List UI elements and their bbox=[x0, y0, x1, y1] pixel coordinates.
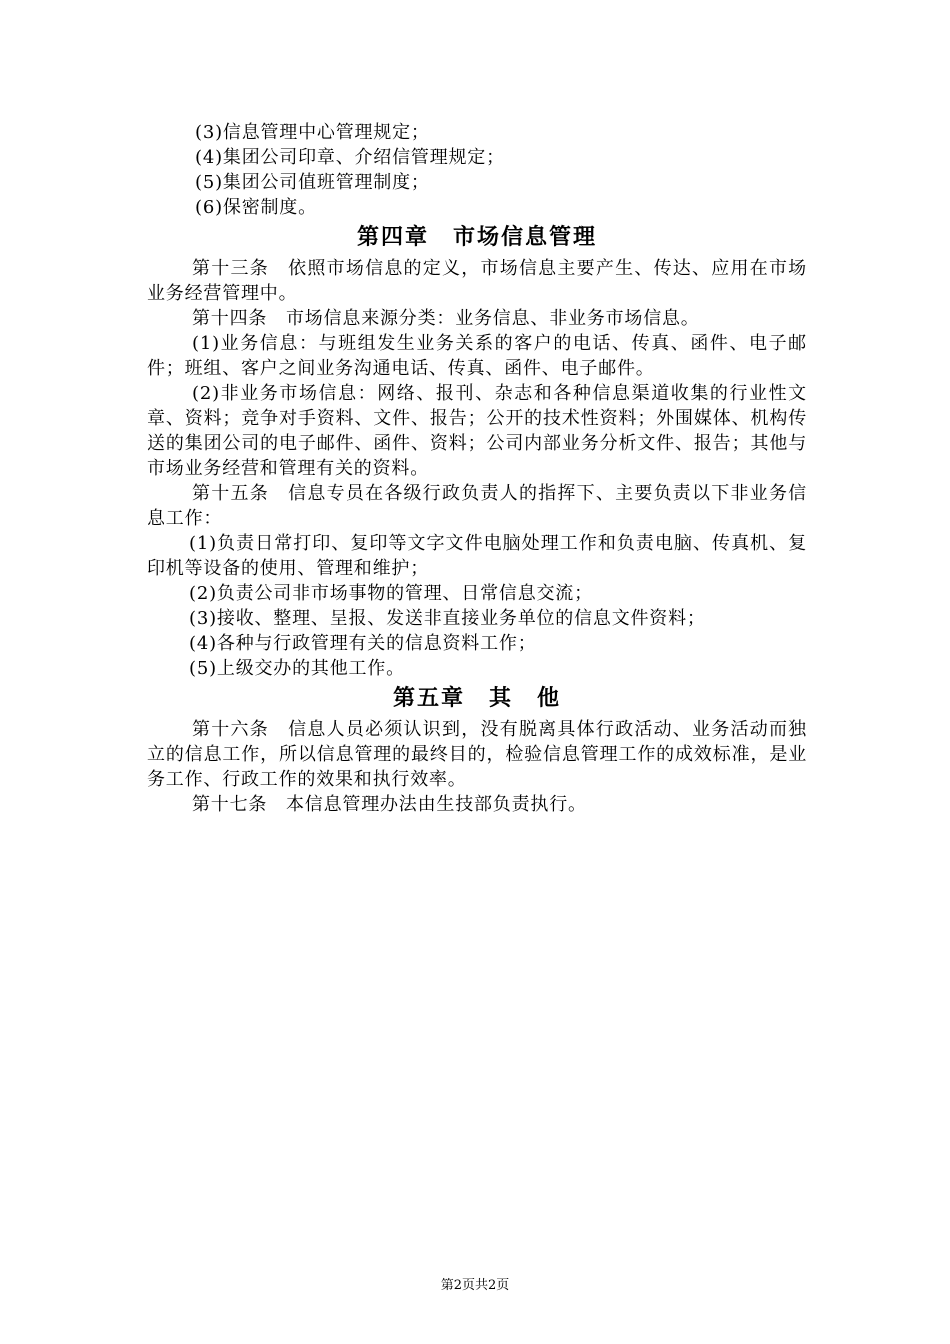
list-item: (5)集团公司值班管理制度； bbox=[195, 172, 430, 193]
chapter-5-heading bbox=[147, 681, 807, 717]
list-item: (3)信息管理中心管理规定； bbox=[195, 122, 430, 143]
article-14-item-2: (2)非业务市场信息：网络、报刊、杂志和各种信息渠道收集的行业性文章、资料；竞争对手资料、文件、报告；公开的技术性资料；外围媒体、机构传送的集团公司的电子邮件、函件、资料；公司内部业务分析文件、报告；其他与市场业务经营和管理有关的资料。 bbox=[147, 383, 807, 479]
article-15-item: (1)负责日常打印、复印等文字文件电脑处理工作和负责电脑、传真机、复印机等设备的使用、管理和维护； bbox=[147, 533, 807, 579]
article-15-item: (5)上级交办的其他工作。 bbox=[189, 658, 405, 679]
article-15: 第十五条 信息专员在各级行政负责人的指挥下、主要负责以下非业务信息工作： bbox=[147, 483, 807, 529]
chapter-5-title: 第五章 其 他 bbox=[392, 685, 561, 711]
chapter-4-heading bbox=[147, 220, 807, 256]
list-item: (4)集团公司印章、介绍信管理规定； bbox=[195, 147, 505, 168]
document-body bbox=[147, 120, 807, 817]
article-13: 第十三条 依照市场信息的定义，市场信息主要产生、传达、应用在市场业务经营管理中。 bbox=[147, 258, 807, 304]
article-14-item-1: (1)业务信息：与班组发生业务关系的客户的电话、传真、函件、电子邮件；班组、客户之间业务沟通电话、传真、函件、电子邮件。 bbox=[147, 333, 807, 379]
page-number-label: 第2页共2页 bbox=[440, 1278, 510, 1293]
article-15-item: (4)各种与行政管理有关的信息资料工作； bbox=[189, 633, 537, 654]
article-17: 第十七条 本信息管理办法由生技部负责执行。 bbox=[192, 794, 587, 815]
article-14: 第十四条 市场信息来源分类：业务信息、非业务市场信息。 bbox=[192, 308, 700, 329]
article-15-item: (2)负责公司非市场事物的管理、日常信息交流； bbox=[189, 583, 593, 604]
chapter-4-title: 第四章 市场信息管理 bbox=[356, 224, 597, 250]
article-16: 第十六条 信息人员必须认识到，没有脱离具体行政活动、业务活动而独立的信息工作，所以信息管理的最终目的，检验信息管理工作的成效标准，是业务工作、行政工作的效果和执行效率。 bbox=[147, 719, 807, 790]
page-footer bbox=[0, 1278, 950, 1294]
article-15-item: (3)接收、整理、呈报、发送非直接业务单位的信息文件资料； bbox=[189, 608, 706, 629]
list-item: (6)保密制度。 bbox=[195, 197, 317, 218]
